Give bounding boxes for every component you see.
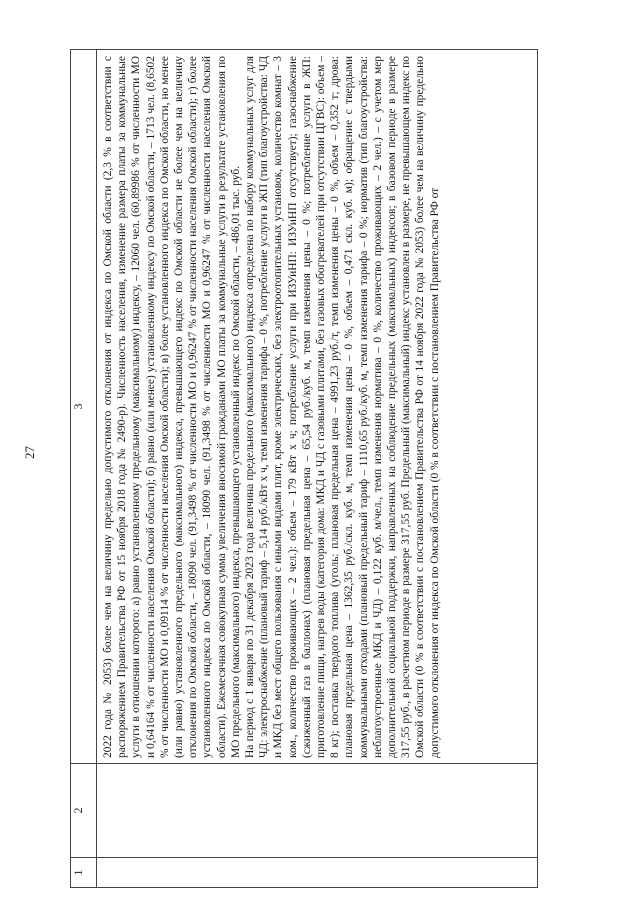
row-cell-3: [97, 50, 538, 764]
paragraph-1: 2022 года № 2053) более чем на величину предельно допустимого отклонения от индекса по Омской области (2,3 % в соответствии с распоряжением Правительства РФ от 15 ноября 2018 года № 2490-р). Численность населения, изменение размера платы за коммунальные услуги в отношении которого: а) равно установленному предельному (максимальному) индексу, – 12060 чел. (60,89986 % от численности МО и 0,64164 % от численности населения Омской области); б) равно (или менее) установленному индексу по Омской области, – 1713 чел. (8,6502 % от численности МО и 0,09114 % от численности населения Омской области); в) более установленного индекса по Омской области, но менее (или равно) установленного предельного (максимального) индекса, превышающего индекс по Омской области не более чем на величину отклонения по Омской области, – 18090 чел. (91,3498 % от численности МО и 0,96247 % от численности населения Омской области); г) более установленного индекса по Омской области, – 18090 чел. (91,3498 % от численности МО и 0,96247 % от численности населения Омской области). Ежемесячная совокупная сумма увеличения вносимой гражданами МО платы за коммунальные услуги в результате установления по МО предельного (максимального) индекса, превышающего установленный индекс по Омской области, – 486,01 тыс. руб.: [102, 56, 242, 758]
cell-text: [97, 50, 446, 763]
header-cell-1: 1: [71, 858, 97, 888]
table-row: [97, 50, 538, 888]
document-table: [70, 49, 538, 888]
row-cell-1: [97, 858, 538, 888]
row-cell-2: [97, 764, 538, 858]
table-header-row: [71, 50, 97, 888]
header-cell-3: 3: [71, 50, 97, 764]
paragraph-2: На период с 1 января по 31 декабря 2023 года величина предельного (максимального) индекса определена по набору коммунальных услуг для ЧД: электроснабжение (плановый тариф – 5,14 руб./кВт х ч, темп изменения тарифа – 0 %, потребление услуги в ЖП (тип благоустройства: ЧД и МКД без мест общего пользования с иными видами плит, кроме электрических, без электроотопительных установок, количество комнат – 3 ком., количество проживающих – 2 чел.): объем – 179 кВт х ч; потребление услуги при ИЗУиНП: ИЗУиНП отсутствует); газоснабжение (сжиженный газ в баллонах) (плановая предельная цена – 65,54 руб./куб. м, темп изменения цены – 0 %; потребление услуги в ЖП: приготовление пищи, нагрев воды (категория дома: МКД и ЧД с газовыми плитами, без газовых обогревателей при отсутствии ЦГВС): объем – 8 кг); поставка твердого топлива (уголь: плановая предельная цена – 4991,23 руб./т, темп изменения цены – 0 %, объем – 0,352 т; дрова: плановая предельная цена – 1362,35 руб./скл. куб. м, темп изменения цены – 0 %, объем – 0,471 скл. куб. м); обращение с твердыми коммунальными отходами (плановый предельный тариф – 1110,65 руб./куб. м, темп изменения тарифа – 0 %; норматив (тип благоустройства: неблагоустроенные МКД и ЧД) – 0,122 куб. м/чел., темп изменения норматива – 0 %, количество проживающих – 2 чел.) – с учетом мер дополнительной социальной поддержки, направленных на соблюдение предельных (максимальных) индексов; в базовом периоде в размере 317,55 руб., в расчетном периоде в размере 317,55 руб. Предельный (максимальный) индекс установлен в размере, не превышающем индекс по Омской области (0 % в соответствии с постановлением Правительства РФ от 14 ноября 2022 года № 2053) более чем на величину предельно допустимого отклонения от индекса по Омской области (0 % в соответствии с постановлением Правительства РФ от: [244, 56, 441, 758]
page-number: 27: [22, 446, 37, 459]
header-cell-2: 2: [71, 764, 97, 858]
